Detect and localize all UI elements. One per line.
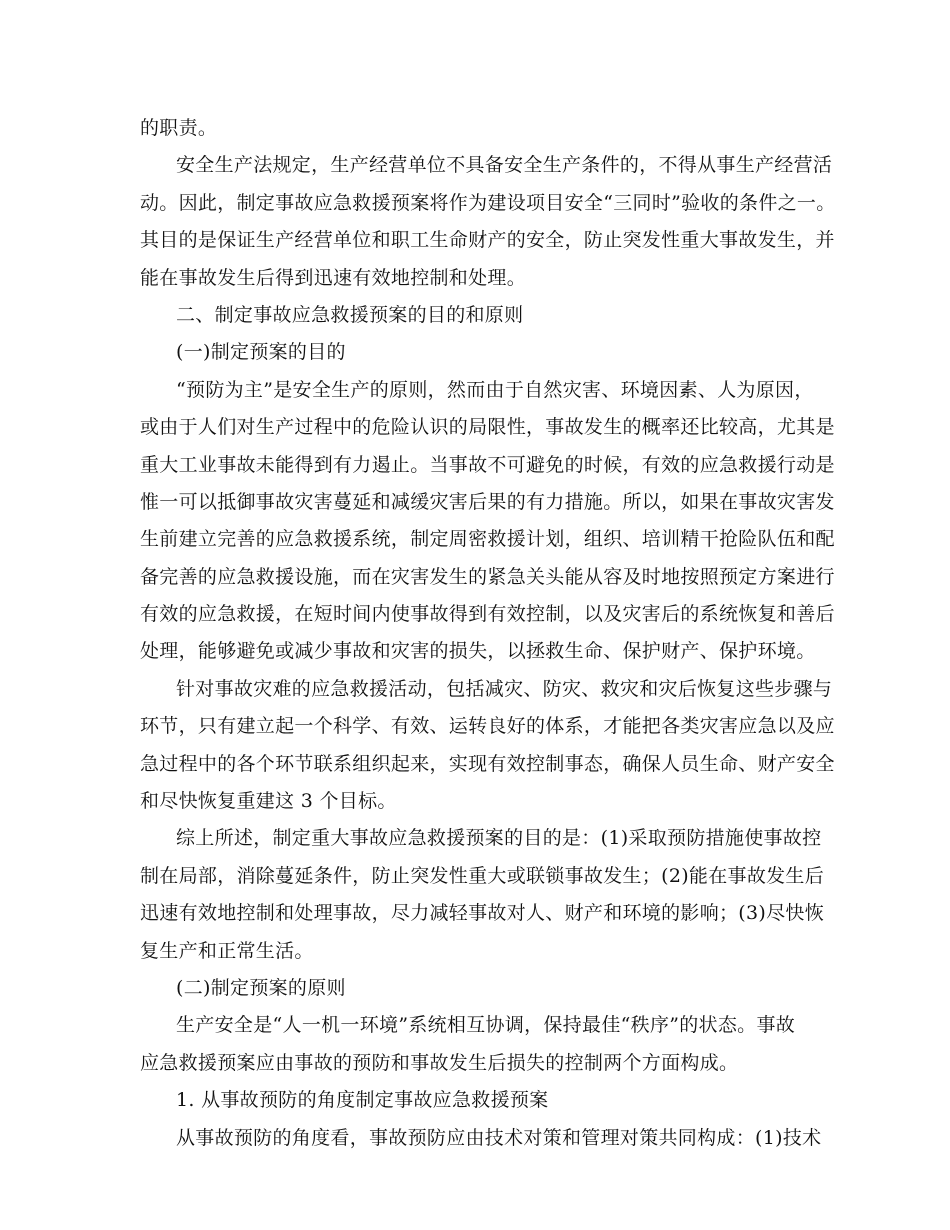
text-line: 动。因此，制定事故应急救援预案将作为建设项目安全“三同时”验收的条件之一。: [140, 191, 836, 214]
text-line: 环节，只有建立起一个科学、有效、运转良好的体系，才能把各类灾害应急以及应: [140, 715, 835, 738]
text-line: 迅速有效地控制和处理事故，尽力减轻事故对人、财产和环境的影响；(3)尽快恢: [140, 902, 825, 925]
text-line: 应急救援预案应由事故的预防和事故发生后损失的控制两个方面构成。: [140, 1051, 739, 1074]
text-line: 安全生产法规定，生产经营单位不具备安全生产条件的，不得从事生产经营活: [176, 154, 833, 177]
text-line: 综上所述，制定重大事故应急救援预案的目的是：(1)采取预防措施使事故控: [176, 827, 822, 850]
text-line: 针对事故灾难的应急救援活动，包括减灾、防灾、救灾和灾后恢复这些步骤与: [176, 677, 833, 700]
text-line: 和尽快恢复重建这 3 个目标。: [140, 790, 397, 813]
text-line: (二)制定预案的原则: [176, 976, 346, 999]
text-line: 生产安全是“人一机一环境”系统相互协调，保持最佳“秩序”的状态。事故: [176, 1014, 796, 1037]
text-line: 的职责。: [140, 117, 218, 139]
text-line: 其目的是保证生产经营单位和职工生命财产的安全，防止突发性重大事故发生，并: [140, 229, 835, 252]
document-body: [140, 110, 836, 1157]
text-line: (一)制定预案的目的: [176, 341, 346, 364]
text-line: 重大工业事故未能得到有力遏止。当事故不可避免的时候，有效的应急救援行动是: [140, 453, 835, 476]
text-line: 有效的应急救援，在短时间内使事故得到有效控制，以及灾害后的系统恢复和善后: [140, 603, 835, 626]
text-line: 复生产和正常生活。: [140, 939, 314, 962]
text-line: 从事故预防的角度看，事故预防应由技术对策和管理对策共同构成：(1)技术: [176, 1126, 822, 1149]
text-line: 备完善的应急救援设施，而在灾害发生的紧急关头能从容及时地按照预定方案进行: [140, 565, 835, 588]
text-line: 或由于人们对生产过程中的危险认识的局限性，事故发生的概率还比较高，尤其是: [140, 416, 835, 439]
text-line: “预防为主”是安全生产的原则，然而由于自然灾害、环境因素、人为原因，: [176, 378, 814, 401]
text-line: 制在局部，消除蔓延条件，防止突发性重大或联锁事故发生；(2)能在事故发生后: [140, 864, 825, 887]
text-line: 生前建立完善的应急救援系统，制定周密救援计划，组织、培训精干抢险队伍和配: [140, 528, 835, 551]
text-line: 处理，能够避免或减少事故和灾害的损失，以拯救生命、保护财产、保护环境。: [140, 640, 816, 663]
text-line: 二、制定事故应急救援预案的目的和原则: [176, 303, 524, 326]
text-line: 急过程中的各个环节联系组织起来，实现有效控制事态，确保人员生命、财产安全: [140, 752, 835, 775]
text-line: 1. 从事故预防的角度制定事故应急救援预案: [176, 1089, 549, 1112]
text-line: 能在事故发生后得到迅速有效地控制和处理。: [140, 266, 527, 289]
text-line: 惟一可以抵御事故灾害蔓延和减缓灾害后果的有力措施。所以，如果在事故灾害发: [140, 490, 835, 513]
